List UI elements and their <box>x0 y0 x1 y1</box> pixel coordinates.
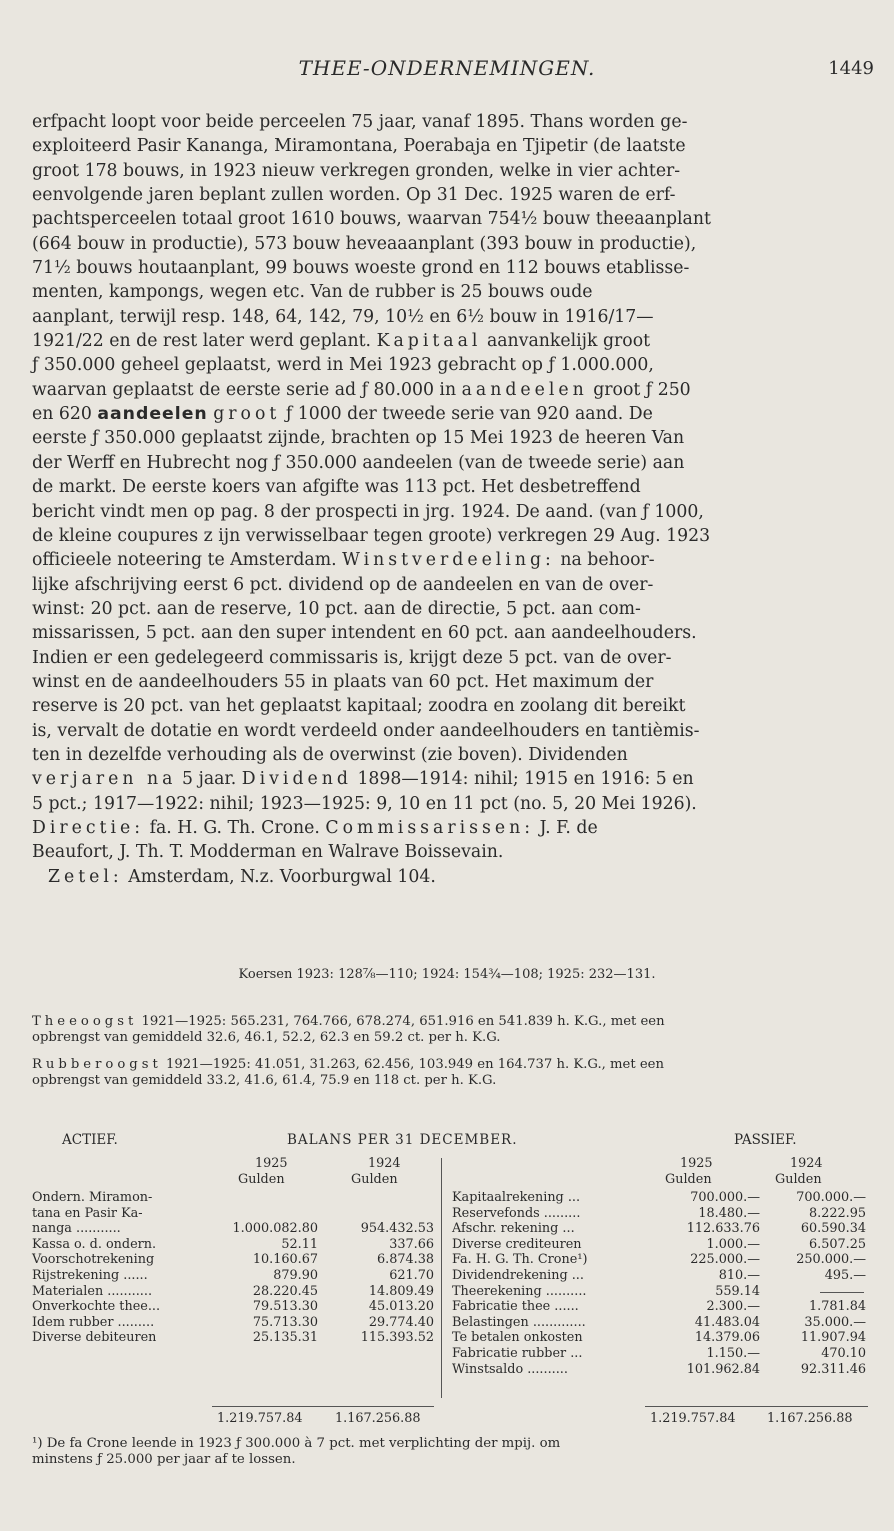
footnote <box>32 1436 868 1468</box>
winstverdeeling-heading: Winstverdeeling: <box>342 550 555 571</box>
passief-value-1925: 18.480.— <box>698 1205 760 1221</box>
passief-value-1925: 225.000.— <box>690 1252 760 1268</box>
rubberoogst-label: Rubberoogst <box>32 1057 162 1072</box>
actief-value-1925: 52.11 <box>281 1236 318 1252</box>
text-line <box>32 1057 868 1073</box>
text-line: opbrengst van gemiddeld 32.6, 46.1, 52.2, 62.3 en 59.2 ct. per h. K.G. <box>32 1030 501 1045</box>
passief-value-1925: 2.300.— <box>706 1299 760 1315</box>
total-rule <box>212 1406 434 1407</box>
text-line: lijke afschrijving eerst 6 pct. dividend op de aandeelen en van de over- <box>32 574 654 595</box>
passief-value-1924: 11.907.94 <box>800 1330 866 1346</box>
actief-value-1925: 75.713.30 <box>252 1314 318 1330</box>
text-fragment: 5 jaar. <box>181 769 237 790</box>
passief-value-1924: 470.10 <box>821 1346 866 1361</box>
passief-row-label: Winstsaldo .......... <box>452 1361 568 1377</box>
balans-title: BALANS PER 31 DECEMBER. <box>287 1132 518 1148</box>
footnote-line: ¹) De fa Crone leende in 1923 ƒ 300.000 à 7 pct. met verplichting der mpij. om <box>32 1436 561 1451</box>
actief-row-label: Idem rubber ......... <box>32 1314 155 1330</box>
rubberoogst-block <box>32 1057 868 1089</box>
passief-row-label: Fa. H. G. Th. Crone¹) <box>452 1252 588 1268</box>
directie-heading: Directie: <box>32 817 145 838</box>
year-header: 1925 <box>255 1156 288 1171</box>
spaced-term: groot <box>213 404 281 425</box>
actief-value-1925: 10.160.67 <box>252 1252 318 1268</box>
passief-label: PASSIEF. <box>734 1132 797 1148</box>
passief-value-1924: 6.507.25 <box>809 1236 866 1252</box>
text-line: ƒ 350.000 geheel geplaatst, werd in Mei 1923 gebracht op ƒ 1.000.000, <box>32 355 654 376</box>
koersen-line: Koersen 1923: 128⅞—110; 1924: 154¾—108; 1925: 232—131. <box>238 967 656 982</box>
passief-row-label: Te betalen onkosten <box>452 1330 583 1346</box>
total-1924-actief: 1.167.256.88 <box>335 1411 421 1426</box>
text-line <box>32 548 868 572</box>
actief-value-1924: 954.432.53 <box>360 1221 434 1237</box>
unit-header: Gulden <box>665 1172 712 1187</box>
text-line <box>32 816 868 840</box>
unit-header: Gulden <box>775 1172 822 1187</box>
passief-row-label: Dividendrekening ... <box>452 1268 584 1283</box>
passief-value-1925: 559.14 <box>715 1283 760 1299</box>
text-line: Beaufort, J. Th. T. Modderman en Walrave Boissevain. <box>32 842 504 863</box>
actief-row-label: Kassa o. d. ondern. <box>32 1236 157 1252</box>
text-line: eerste ƒ 350.000 geplaatst zijnde, brachten op 15 Mei 1923 de heeren Van <box>32 428 685 449</box>
passief-value-1924: 700.000.— <box>796 1190 866 1205</box>
text-fragment: groot ƒ 250 <box>593 379 691 400</box>
text-line: missarissen, 5 pct. aan den super intendent en 60 pct. aan aandeelhouders. <box>32 623 697 644</box>
actief-value-1924: 14.809.49 <box>368 1283 434 1299</box>
year-header: 1925 <box>680 1156 713 1171</box>
paragraph-lines <box>32 110 868 329</box>
text-fragment: fa. H. G. Th. Crone. <box>149 817 320 838</box>
paragraph-line: eenvolgende jaren beplant zullen worden. Op 31 Dec. 1925 waren de erf- <box>32 185 676 206</box>
year-header: 1924 <box>368 1156 401 1171</box>
actief-value-1925: 879.90 <box>273 1268 318 1283</box>
text-fragment: ƒ 1000 der tweede serie van 920 aand. De <box>285 404 653 425</box>
passief-value-1924: 60.590.34 <box>800 1221 866 1237</box>
unit-header: Gulden <box>238 1172 285 1187</box>
passief-value-1925: 112.633.76 <box>686 1221 760 1237</box>
actief-row-label: tana en Pasir Ka- <box>32 1205 143 1221</box>
actief-value-1924: 621.70 <box>389 1268 434 1283</box>
total-rule <box>645 1406 868 1407</box>
total-1925-passief: 1.219.757.84 <box>650 1411 736 1426</box>
year-header: 1924 <box>790 1156 823 1171</box>
passief-value-1924: 35.000.— <box>804 1314 866 1330</box>
passief-row-label: Diverse crediteuren <box>452 1236 582 1252</box>
spaced-term: aandeelen <box>461 379 588 400</box>
total-1924-passief: 1.167.256.88 <box>767 1411 853 1426</box>
text-fragment: 1898—1914: nihil; 1915 en 1916: 5 en <box>357 769 694 790</box>
actief-value-1924: 29.774.40 <box>368 1314 434 1330</box>
text-line: bericht vindt men op pag. 8 der prospecti in jrg. 1924. De aand. (van ƒ 1000, <box>32 501 704 522</box>
text-line <box>32 378 868 402</box>
text-line: winst: 20 pct. aan de reserve, 10 pct. aan de directie, 5 pct. aan com- <box>32 598 641 619</box>
actief-row-label: Materialen ........... <box>32 1283 153 1299</box>
passief-value-1924: 495.— <box>824 1268 866 1283</box>
actief-label: ACTIEF. <box>62 1132 118 1148</box>
theeoogst-block <box>32 1014 868 1046</box>
text-fragment: aanvankelijk groot <box>486 331 651 352</box>
actief-value-1925: 25.135.31 <box>252 1330 318 1346</box>
actief-value-1924: 337.66 <box>389 1236 434 1252</box>
actief-row-label: Ondern. Miramon- <box>32 1190 153 1205</box>
theeoogst-label: Theeoogst <box>32 1014 138 1029</box>
body-paragraph <box>32 110 868 889</box>
actief-value-1925: 79.513.30 <box>252 1299 318 1315</box>
text-fragment: 1921—1925: 41.051, 31.263, 62.456, 103.949 en 164.737 h. K.G., met een <box>166 1057 664 1072</box>
zetel-heading: Zetel: <box>48 866 123 887</box>
text-line <box>32 1014 868 1030</box>
text-line <box>32 865 868 889</box>
text-line: winst en de aandeelhouders 55 in plaats van 60 pct. Het maximum der <box>32 671 654 692</box>
text-line: der Werff en Hubrecht nog ƒ 350.000 aandeelen (van de tweede serie) aan <box>32 452 685 473</box>
passief-value-1925: 14.379.06 <box>694 1330 760 1346</box>
text-line: Indien er een gedelegeerd commissaris is, krijgt deze 5 pct. van de over- <box>32 647 672 668</box>
text-line <box>32 402 868 426</box>
actief-value-1925: 1.000.082.80 <box>232 1221 318 1237</box>
passief-row-label: Fabricatie thee ...... <box>452 1299 579 1315</box>
passief-value-1924: 92.311.46 <box>800 1361 866 1377</box>
text-line <box>32 329 868 353</box>
page-number: 1449 <box>828 58 874 79</box>
actief-row-label: nanga ........... <box>32 1221 121 1237</box>
actief-value-1924: 45.013.20 <box>368 1299 434 1315</box>
paragraph-line: pachtsperceelen totaal groot 1610 bouws, waarvan 754½ bouw theeaanplant <box>32 209 711 230</box>
passief-value-1925: 1.000.— <box>706 1236 760 1252</box>
actief-row-label: Onverkochte thee... <box>32 1299 161 1315</box>
passief-row-label: Reservefonds ......... <box>452 1205 581 1221</box>
text-line <box>32 767 868 791</box>
text-fragment: 1921—1925: 565.231, 764.766, 678.274, 651.916 en 541.839 h. K.G., met een <box>141 1014 665 1029</box>
column-divider <box>441 1158 442 1398</box>
passief-value-1925: 700.000.— <box>690 1190 760 1205</box>
text-fragment: en 620 <box>32 404 92 425</box>
text-fragment: J. F. de <box>539 817 598 838</box>
passief-row-label: Theerekening .......... <box>452 1283 587 1299</box>
passief-value-1925: 41.483.04 <box>694 1314 760 1330</box>
text-fragment: na behoor- <box>560 550 655 571</box>
empty-value-dash <box>820 1292 864 1293</box>
text-line: de markt. De eerste koers van afgifte was 113 pct. Het desbetreffend <box>32 477 641 498</box>
text-line: ten in dezelfde verhouding als de overwinst (zie boven). Dividenden <box>32 744 628 765</box>
verjaren-heading: verjaren na <box>32 769 177 790</box>
unit-header: Gulden <box>351 1172 398 1187</box>
actief-row-label: Diverse debiteuren <box>32 1330 157 1346</box>
text-line: opbrengst van gemiddeld 33.2, 41.6, 61.4, 75.9 en 118 ct. per h. K.G. <box>32 1073 497 1088</box>
text-fragment: officieele noteering te Amsterdam. <box>32 550 337 571</box>
commissarissen-heading: Commissarissen: <box>325 817 535 838</box>
actief-value-1924: 6.874.38 <box>377 1252 434 1268</box>
actief-value-1924: 115.393.52 <box>360 1330 434 1346</box>
passief-value-1924: 1.781.84 <box>809 1299 866 1315</box>
paragraph-line: 1921/22 en de rest later werd geplant. <box>32 331 372 352</box>
paragraph-line: erfpacht loopt voor beide perceelen 75 jaar, vanaf 1895. Thans worden ge- <box>32 112 688 132</box>
passief-row-label: Fabricatie rubber ... <box>452 1346 583 1361</box>
bold-term: aandeelen <box>97 404 208 425</box>
paragraph-line: (664 bouw in productie), 573 bouw heveaaanplant (393 bouw in productie), <box>32 233 697 254</box>
passief-value-1925: 1.150.— <box>706 1346 760 1361</box>
actief-row-label: Rijstrekening ...... <box>32 1268 148 1283</box>
passief-value-1925: 101.962.84 <box>686 1361 760 1377</box>
paragraph-line: exploiteerd Pasir Kananga, Miramontana, Poerabaja en Tjipetir (de laatste <box>32 136 686 157</box>
balans-heading <box>32 1132 868 1152</box>
page-title: THEE-ONDERNEMINGEN. <box>298 56 596 80</box>
text-line: reserve is 20 pct. van het geplaatst kapitaal; zoodra en zoolang dit bereikt <box>32 696 686 717</box>
actief-row-label: Voorschotrekening <box>32 1252 155 1268</box>
passief-row-label: Belastingen ............. <box>452 1314 586 1330</box>
total-1925-actief: 1.219.757.84 <box>217 1411 303 1426</box>
passief-value-1924: 250.000.— <box>796 1252 866 1268</box>
text-line: 5 pct.; 1917—1922: nihil; 1923—1925: 9, 10 en 11 pct (no. 5, 20 Mei 1926). <box>32 793 697 814</box>
paragraph-line: 71½ bouws houtaanplant, 99 bouws woeste grond en 112 bouws etablisse- <box>32 258 690 279</box>
page-header <box>0 56 894 86</box>
paragraph-line: menten, kampongs, wegen etc. Van de rubber is 25 bouws oude <box>32 282 593 303</box>
passief-row-label: Kapitaalrekening ... <box>452 1190 581 1205</box>
text-line: de kleine coupures z ijn verwisselbaar tegen groote) verkregen 29 Aug. 1923 <box>32 525 711 546</box>
footnote-line: minstens ƒ 25.000 per jaar af te lossen. <box>32 1452 296 1467</box>
kapitaal-heading: Kapitaal <box>376 331 482 352</box>
text-fragment: waarvan geplaatst de eerste serie ad ƒ 80.000 in <box>32 379 457 400</box>
passief-value-1925: 810.— <box>718 1268 760 1283</box>
passief-value-1924: 8.222.95 <box>809 1205 866 1221</box>
paragraph-line: groot 178 bouws, in 1923 nieuw verkregen gronden, welke in vier achter- <box>32 160 681 181</box>
passief-row-label: Afschr. rekening ... <box>452 1221 575 1237</box>
dividend-heading: Dividend <box>241 769 352 790</box>
text-fragment: Amsterdam, N.z. Voorburgwal 104. <box>128 866 436 887</box>
text-line: is, vervalt de dotatie en wordt verdeeld onder aandeelhouders en tantièmis- <box>32 720 700 741</box>
paragraph-line: aanplant, terwijl resp. 148, 64, 142, 79, 10½ en 6½ bouw in 1916/17— <box>32 306 654 327</box>
actief-value-1925: 28.220.45 <box>252 1283 318 1299</box>
